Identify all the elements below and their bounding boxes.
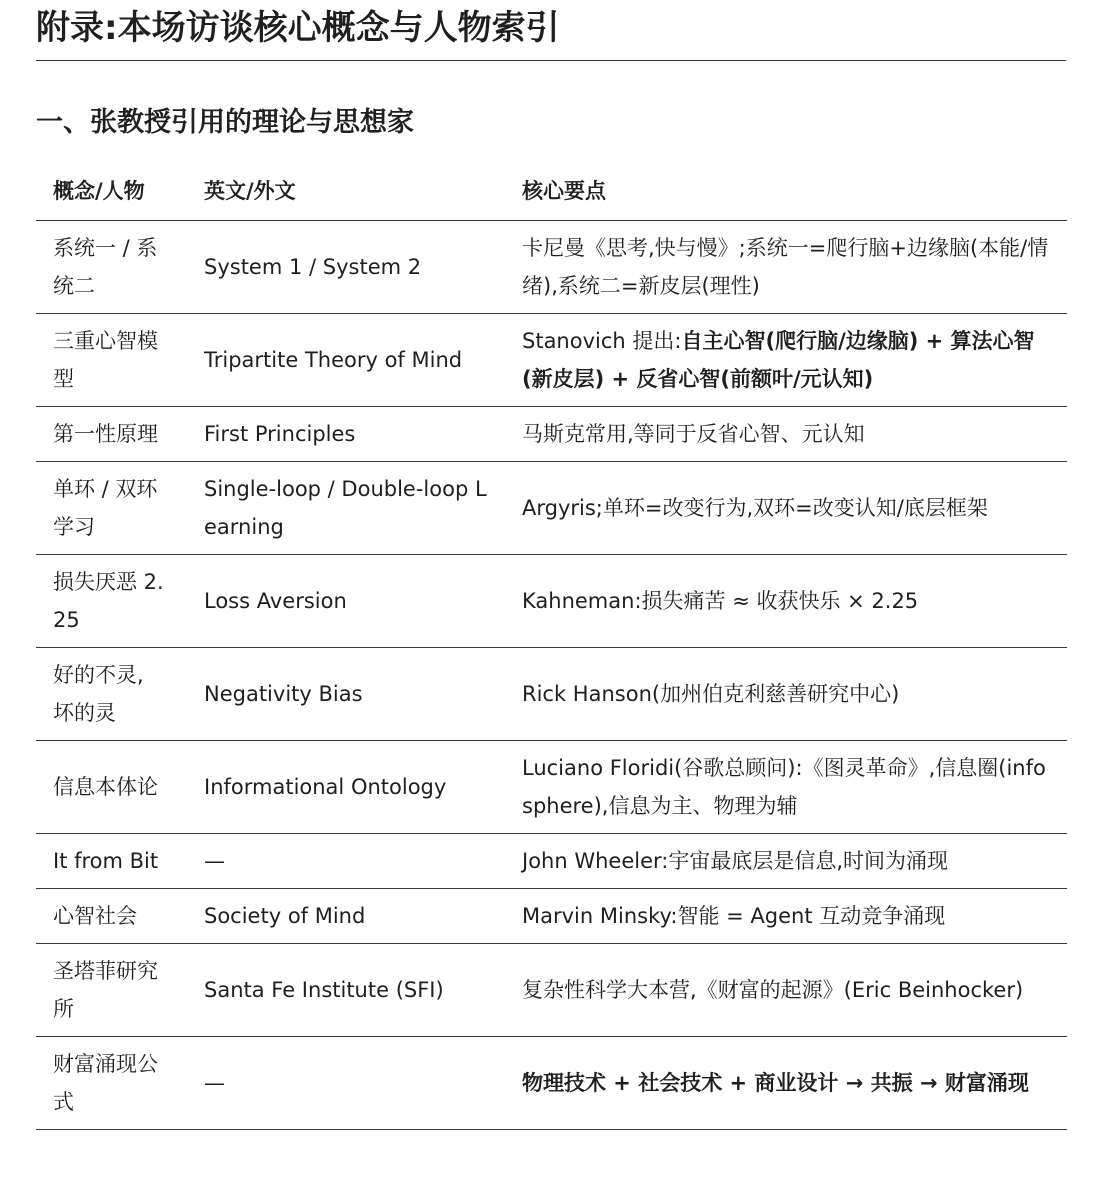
- cell-english: First Principles: [187, 407, 505, 462]
- cell-concept: 第一性原理: [36, 407, 187, 462]
- key-point-emphasis: 自主心智(爬行脑/边缘脑) + 算法心智(新皮层) + 反省心智(前额叶/元认知): [522, 329, 1035, 391]
- table-header-row: [36, 162, 1067, 221]
- cell-concept: 损失厌恶 2.25: [36, 555, 187, 648]
- cell-english: —: [187, 1037, 505, 1130]
- cell-english: —: [187, 834, 505, 889]
- header-english: 英文/外文: [187, 162, 505, 221]
- cell-key-point: 马斯克常用,等同于反省心智、元认知: [505, 407, 1067, 462]
- cell-english: Loss Aversion: [187, 555, 505, 648]
- cell-concept: 系统一 / 系统二: [36, 221, 187, 314]
- table-row: [36, 648, 1067, 741]
- table-row: [36, 741, 1067, 834]
- cell-concept: 心智社会: [36, 889, 187, 944]
- cell-concept: It from Bit: [36, 834, 187, 889]
- table-row: [36, 314, 1067, 407]
- header-concept: 概念/人物: [36, 162, 187, 221]
- table-row: [36, 834, 1067, 889]
- cell-english: Tripartite Theory of Mind: [187, 314, 505, 407]
- concept-table: [36, 162, 1067, 1130]
- cell-key-point: 复杂性科学大本营,《财富的起源》(Eric Beinhocker): [505, 944, 1067, 1037]
- key-point-emphasis: 物理技术 + 社会技术 + 商业设计 → 共振 → 财富涌现: [522, 1071, 1029, 1095]
- cell-concept: 好的不灵, 坏的灵: [36, 648, 187, 741]
- cell-concept: 圣塔菲研究所: [36, 944, 187, 1037]
- cell-key-point: 卡尼曼《思考,快与慢》;系统一=爬行脑+边缘脑(本能/情绪),系统二=新皮层(理性): [505, 221, 1067, 314]
- section-heading: 一、张教授引用的理论与思想家: [36, 107, 414, 138]
- cell-english: System 1 / System 2: [187, 221, 505, 314]
- cell-key-point: John Wheeler:宇宙最底层是信息,时间为涌现: [505, 834, 1067, 889]
- table-row: [36, 889, 1067, 944]
- cell-key-point: Kahneman:损失痛苦 ≈ 收获快乐 × 2.25: [505, 555, 1067, 648]
- table-row: [36, 555, 1067, 648]
- cell-english: Informational Ontology: [187, 741, 505, 834]
- header-key-points: 核心要点: [505, 162, 1067, 221]
- table-row: [36, 944, 1067, 1037]
- cell-concept: 三重心智模型: [36, 314, 187, 407]
- cell-concept: 财富涌现公式: [36, 1037, 187, 1130]
- cell-english: Santa Fe Institute (SFI): [187, 944, 505, 1037]
- cell-english: Single-loop / Double-loop Learning: [187, 462, 505, 555]
- key-point-prefix: Stanovich 提出:: [522, 329, 682, 353]
- table-row: [36, 221, 1067, 314]
- cell-key-point: Marvin Minsky:智能 = Agent 互动竞争涌现: [505, 889, 1067, 944]
- cell-english: Negativity Bias: [187, 648, 505, 741]
- cell-concept: 信息本体论: [36, 741, 187, 834]
- cell-english: Society of Mind: [187, 889, 505, 944]
- cell-key-point: [505, 314, 1067, 407]
- cell-key-point: Luciano Floridi(谷歌总顾问):《图灵革命》,信息圈(infosphere),信息为主、物理为辅: [505, 741, 1067, 834]
- table-row: [36, 1037, 1067, 1130]
- table-row: [36, 462, 1067, 555]
- cell-concept: 单环 / 双环学习: [36, 462, 187, 555]
- table-row: [36, 407, 1067, 462]
- cell-key-point: [505, 1037, 1067, 1130]
- cell-key-point: Argyris;单环=改变行为,双环=改变认知/底层框架: [505, 462, 1067, 555]
- cell-key-point: Rick Hanson(加州伯克利慈善研究中心): [505, 648, 1067, 741]
- page-title: 附录:本场访谈核心概念与人物索引: [36, 0, 1066, 61]
